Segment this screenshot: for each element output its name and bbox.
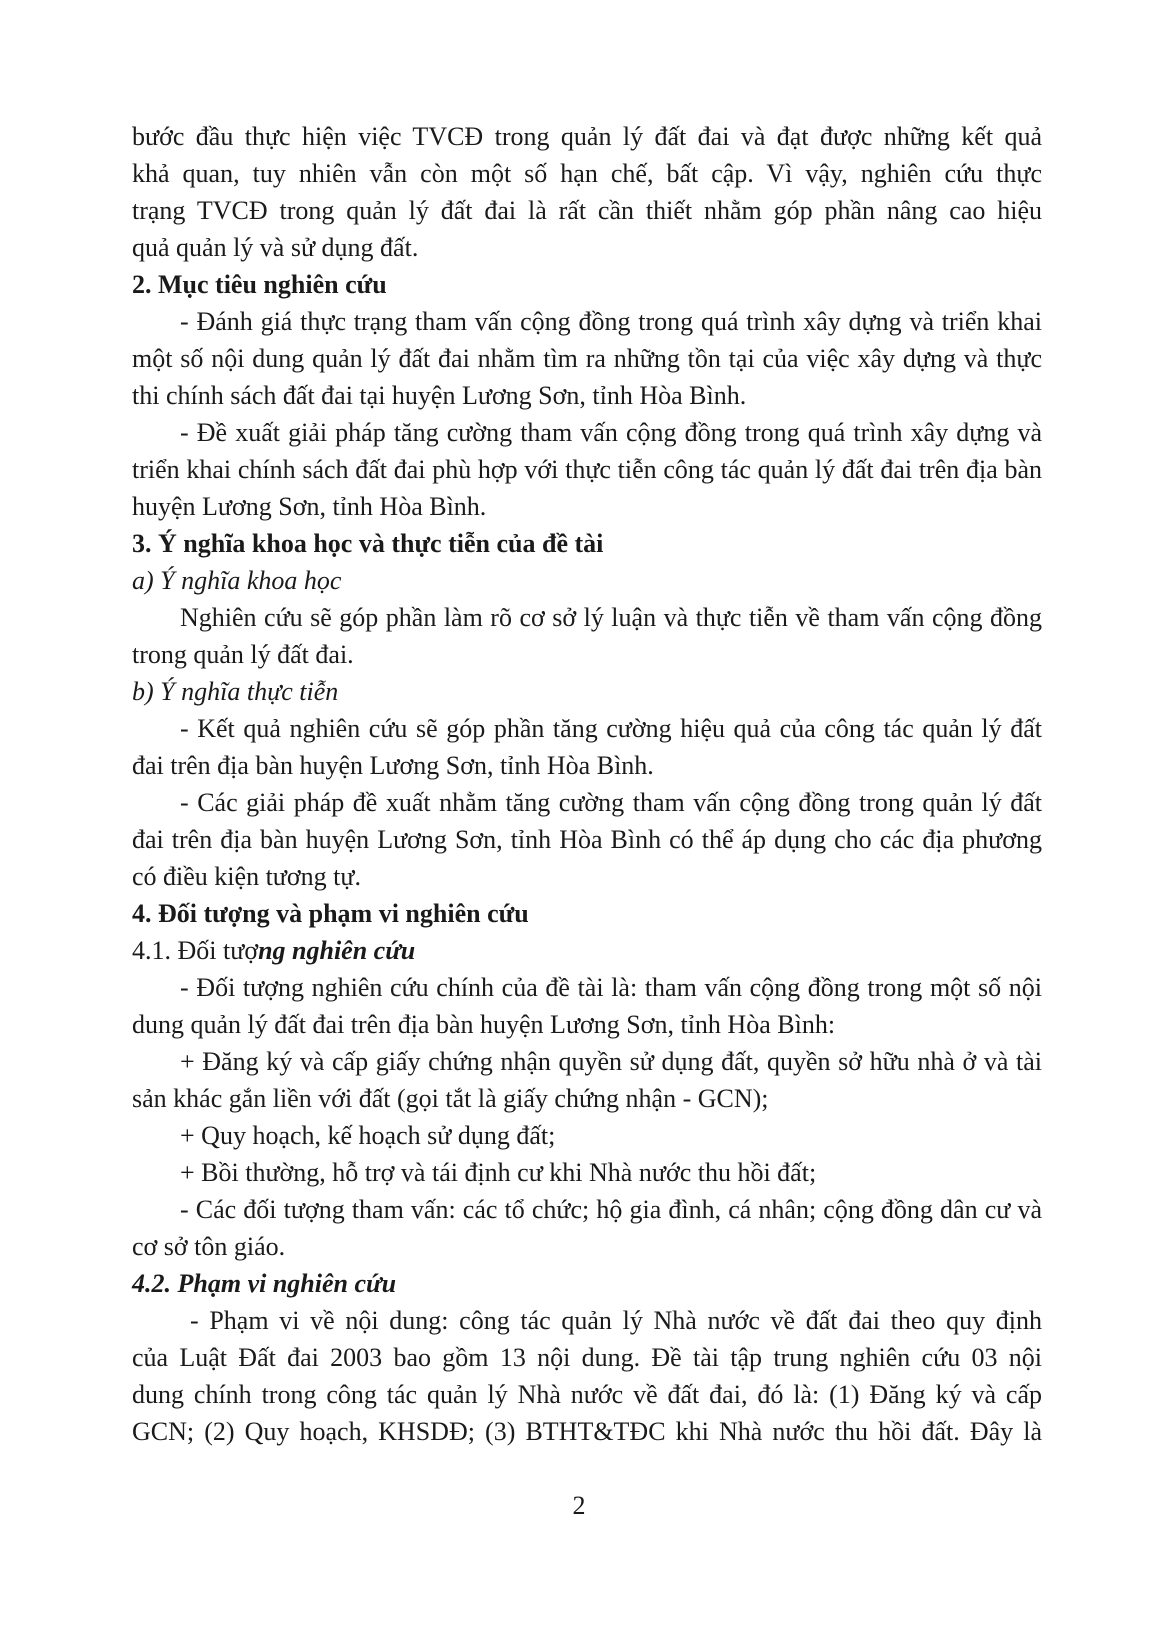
intro-line: bước đầu thực hiện việc TVCĐ trong quản lý đất đai và đạt được những kết quả [132, 122, 1042, 151]
scope-line: GCN; (2) Quy hoạch, KHSDĐ; (3) BTHT&TĐC khi Nhà nước thu hồi đất. Đây là [132, 1417, 1042, 1446]
list-item: + Bồi thường, hỗ trợ và tái định cư khi Nhà nước thu hồi đất; [180, 1158, 817, 1187]
subsection-b-paragraph-1: - Kết quả nghiên cứu sẽ góp phần tăng cường hiệu quả của công tác quản lý đất đai trên địa bàn huyện Lương Sơn, tỉnh Hòa Bình. [132, 714, 1042, 780]
intro-line: khả quan, tuy nhiên vẫn còn một số hạn chế, bất cập. Vì vậy, nghiên cứu thực [132, 159, 1042, 188]
document-page [132, 118, 1042, 1450]
subsection-a-paragraph: Nghiên cứu sẽ góp phần làm rõ cơ sở lý luận và thực tiễn về tham vấn cộng đồng trong quản lý đất đai. [132, 603, 1042, 669]
scope-line: - Phạm vi về nội dung: công tác quản lý Nhà nước về đất đai theo quy định [190, 1306, 1042, 1335]
scope-line: của Luật Đất đai 2003 bao gồm 13 nội dung. Đề tài tập trung nghiên cứu 03 nội [132, 1343, 1042, 1372]
subsection-b-paragraph-2: - Các giải pháp đề xuất nhằm tăng cường tham vấn cộng đồng trong quản lý đất đai trên địa bàn huyện Lương Sơn, tỉnh Hòa Bình có thể áp dụng cho các địa phương có điều kiện tương tự. [132, 788, 1042, 891]
scope-paragraph [132, 1302, 1042, 1450]
research-object-paragraph: - Đối tượng nghiên cứu chính của đề tài là: tham vấn cộng đồng trong một số nội dung quản lý đất đai trên địa bàn huyện Lương Sơn, tỉnh Hòa Bình: [132, 973, 1042, 1039]
scope-line: dung chính trong công tác quản lý Nhà nước về đất đai, đó là: (1) Đăng ký và cấp [132, 1380, 1042, 1409]
objective-2-paragraph: - Đề xuất giải pháp tăng cường tham vấn cộng đồng trong quá trình xây dựng và triển khai chính sách đất đai phù hợp với thực tiễn công tác quản lý đất đai trên địa bàn huyện Lương Sơn, tỉnh Hòa Bình. [132, 418, 1042, 521]
subsection-b-heading: b) Ý nghĩa thực tiễn [132, 677, 339, 706]
list-item: + Quy hoạch, kế hoạch sử dụng đất; [180, 1121, 556, 1150]
section-4-heading: 4. Đối tượng và phạm vi nghiên cứu [132, 899, 529, 928]
subsection-4-1-prefix: 4.1. Đối tượ [132, 936, 259, 965]
subsection-4-1-heading [132, 932, 1042, 969]
subsection-a-heading: a) Ý nghĩa khoa học [132, 566, 342, 595]
intro-line: trạng TVCĐ trong quản lý đất đai là rất cần thiết nhằm góp phần nâng cao hiệu [132, 196, 1042, 225]
consultation-subjects-paragraph: - Các đối tượng tham vấn: các tổ chức; hộ gia đình, cá nhân; cộng đồng dân cư và cơ sở tôn giáo. [132, 1195, 1042, 1261]
section-2-heading: 2. Mục tiêu nghiên cứu [132, 270, 387, 299]
subsection-4-1-suffix: ng nghiên cứu [258, 936, 416, 965]
section-3-heading: 3. Ý nghĩa khoa học và thực tiễn của đề tài [132, 529, 604, 558]
objective-1-paragraph: - Đánh giá thực trạng tham vấn cộng đồng trong quá trình xây dựng và triển khai một số nội dung quản lý đất đai nhằm tìm ra những tồn tại của việc xây dựng và thực thi chính sách đất đai tại huyện Lương Sơn, tỉnh Hòa Bình. [132, 307, 1042, 410]
list-item: + Đăng ký và cấp giấy chứng nhận quyền sử dụng đất, quyền sở hữu nhà ở và tài sản khác gắn liền với đất (gọi tắt là giấy chứng nhận - GCN); [132, 1047, 1042, 1113]
subsection-4-2-heading: 4.2. Phạm vi nghiên cứu [132, 1269, 397, 1298]
intro-paragraph [132, 118, 1042, 266]
page-number: 2 [572, 1491, 586, 1520]
intro-line: quả quản lý và sử dụng đất. [132, 233, 419, 262]
